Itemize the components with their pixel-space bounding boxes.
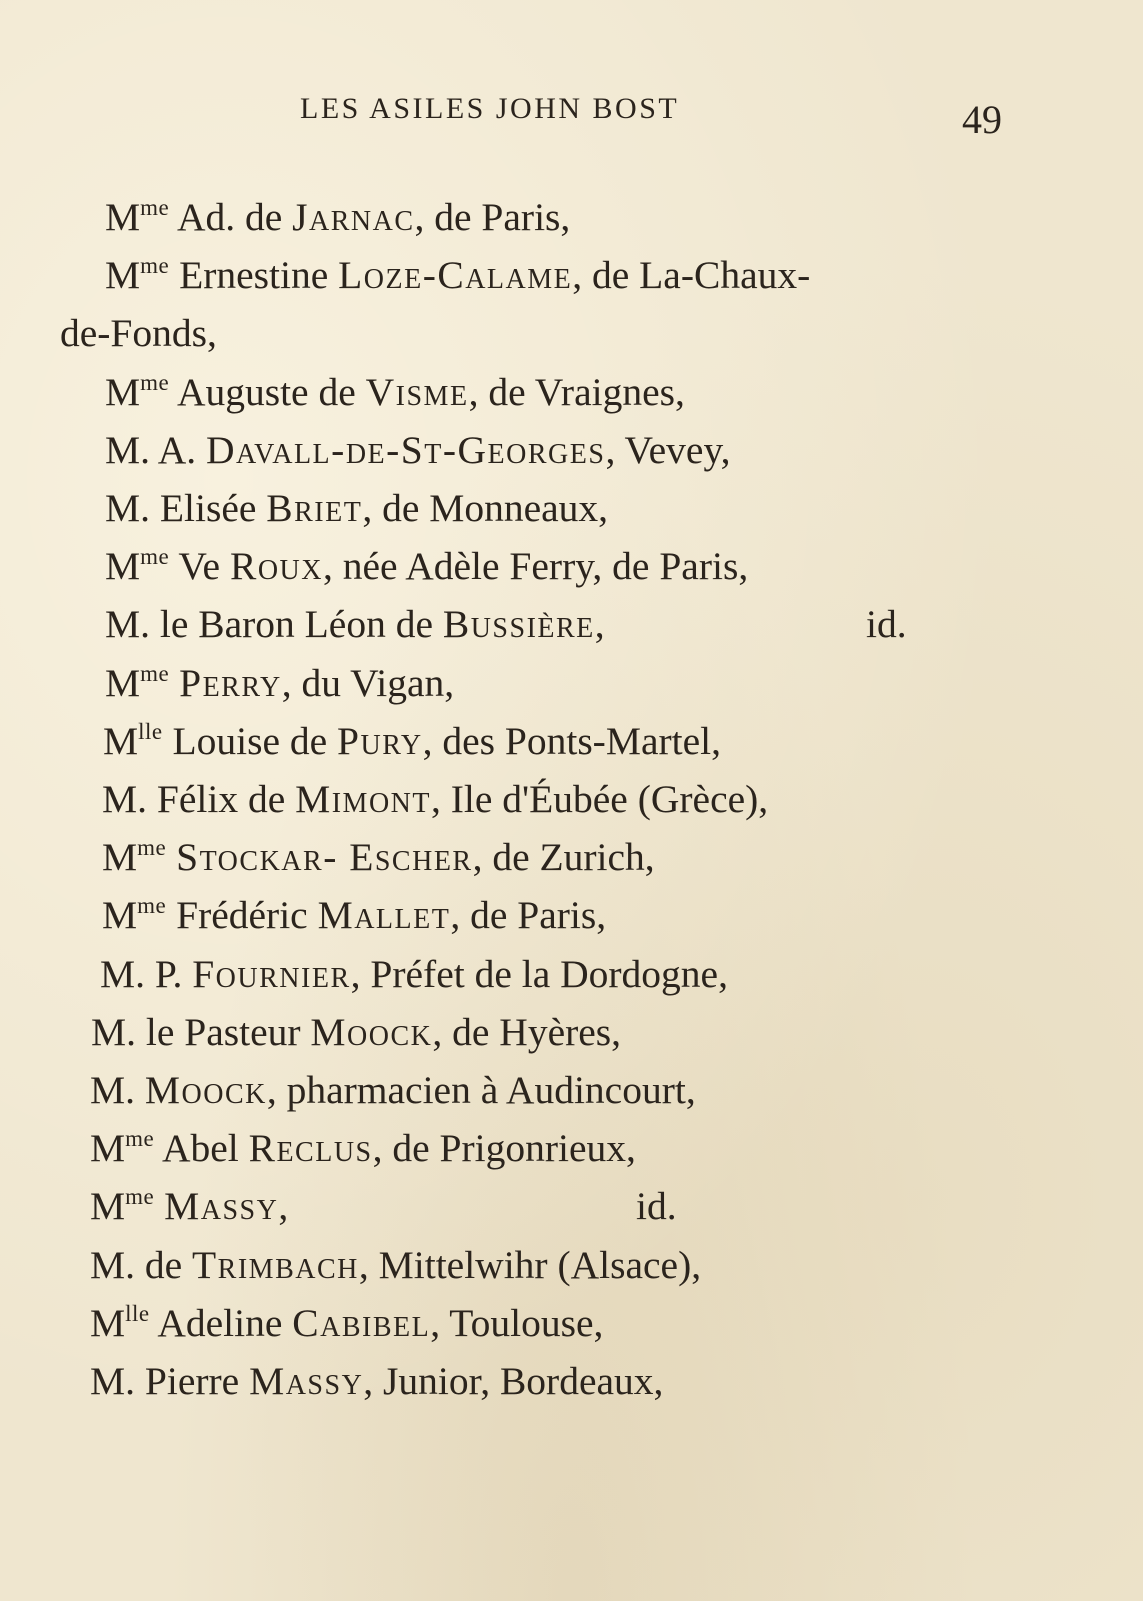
surname: Stockar- Escher (176, 835, 473, 880)
list-entry (58, 1061, 1018, 1119)
honorific: $M^{me}$ (102, 835, 167, 880)
idem-marker: id. (866, 602, 907, 647)
given-name: Auguste de (176, 369, 366, 414)
honorific: M. (105, 486, 150, 531)
entry-rest: , pharmacien à Audincourt, (266, 1068, 696, 1113)
given-name: Adeline (157, 1300, 293, 1345)
given-name: P. (154, 951, 193, 996)
surname: Bussière (442, 602, 595, 647)
list-entry (58, 188, 1018, 246)
entry-rest: , Vevey, (605, 427, 731, 472)
list-entry (58, 1119, 1018, 1177)
surname: Mimont (295, 777, 431, 822)
honorific: $M^{me}$ (105, 253, 170, 298)
list-entry (58, 1003, 1018, 1061)
list-entry (58, 1294, 1018, 1352)
entry-rest: , du Vigan, (281, 660, 455, 705)
given-name: le Baron Léon de (159, 602, 443, 647)
entry-rest: , de Prigonrieux, (372, 1126, 636, 1171)
given-name: le Pasteur (145, 1009, 311, 1054)
honorific: M. (100, 951, 145, 996)
honorific: M. (90, 1242, 135, 1287)
entry-rest: , de Monneaux, (362, 486, 609, 531)
given-name: Frédéric (176, 893, 318, 938)
entry-rest: , Toulouse, (430, 1300, 604, 1345)
surname: Fournier (192, 951, 351, 996)
list-entry (58, 479, 1018, 537)
entry-rest: , des Ponts-Martel, (422, 718, 722, 763)
page-number: 49 (962, 97, 1002, 142)
given-name: Ad. de (176, 195, 293, 239)
surname: Moock (310, 1009, 433, 1054)
list-entry (58, 246, 1018, 304)
honorific: $M^{me}$ (90, 1184, 155, 1229)
given-name: A. (157, 427, 206, 472)
honorific: M. (105, 602, 150, 647)
honorific: $M^{me}$ (90, 1126, 155, 1171)
surname: Pury (337, 718, 423, 763)
list-entry (58, 886, 1018, 944)
surname: Davall-de-St-Georges (205, 427, 606, 472)
entry-rest: , de Hyères, (432, 1009, 622, 1054)
list-entry-continuation (58, 304, 1018, 362)
entry-rest: , de La-Chaux- (572, 253, 811, 298)
given-name: Louise de (172, 718, 338, 763)
list-entry (58, 945, 1018, 1003)
entry-rest: , Préfet de la Dordogne, (350, 951, 728, 996)
given-name: Pierre (144, 1359, 250, 1404)
surname: Moock (144, 1068, 267, 1113)
surname: Briet (266, 486, 363, 531)
honorific: $M^{me}$ (102, 893, 167, 938)
surname: Perry (179, 660, 282, 705)
list-entry (58, 363, 1018, 421)
honorific: $M^{me}$ (105, 369, 170, 414)
surname: Massy (164, 1184, 279, 1229)
continuation-text: de-Fonds, (60, 311, 217, 356)
honorific: M. (90, 1068, 135, 1113)
honorific: $M^{me}$ (105, 195, 170, 239)
honorific: $M^{lle}$ (103, 718, 163, 763)
entry-rest: , Junior, Bordeaux, (363, 1359, 664, 1404)
honorific: $M^{lle}$ (90, 1300, 150, 1345)
given-name: Abel (161, 1126, 249, 1171)
given-name: de (144, 1242, 193, 1287)
entry-rest: , Ile d'Éubée (Grèce), (431, 777, 769, 822)
entry-rest: , de Vraignes, (468, 369, 685, 414)
entry-rest: , (594, 602, 605, 647)
given-name: Elisée (159, 486, 267, 531)
given-name: Ve (178, 544, 230, 589)
honorific: M. (91, 1009, 136, 1054)
subscriber-list (58, 188, 1018, 1410)
given-name: Félix de (156, 777, 296, 822)
list-entry (58, 537, 1018, 595)
surname: Roux (229, 544, 323, 589)
honorific: M. (90, 1359, 135, 1404)
running-head: LES ASILES JOHN BOST (300, 92, 680, 125)
surname: Massy (249, 1359, 364, 1404)
list-entry (58, 828, 1018, 886)
honorific: $M^{me}$ (105, 544, 170, 589)
surname: Loze-Calame (338, 253, 573, 298)
honorific: $M^{me}$ (105, 660, 170, 705)
entry-rest: , de Zurich, (472, 835, 655, 880)
list-entry (58, 654, 1018, 712)
list-entry (58, 595, 1018, 653)
entry-rest: , (278, 1184, 289, 1229)
entry-rest: , Mittelwihr (Alsace), (358, 1242, 702, 1287)
entry-rest: , de Paris, (450, 893, 607, 938)
given-name: Ernestine (179, 253, 339, 298)
surname: Jarnac (292, 195, 415, 239)
entry-rest: , de Paris, (414, 195, 571, 239)
honorific: M. (105, 427, 150, 472)
list-entry (58, 1177, 1018, 1235)
surname: Reclus (248, 1126, 373, 1171)
list-entry (58, 712, 1018, 770)
list-entry (58, 1236, 1018, 1294)
honorific: M. (102, 777, 147, 822)
surname: Mallet (317, 893, 451, 938)
surname: Cabibel (292, 1300, 431, 1345)
list-entry (58, 770, 1018, 828)
list-entry (58, 1352, 1018, 1410)
surname: Visme (365, 369, 469, 414)
idem-marker: id. (636, 1184, 677, 1229)
list-entry (58, 421, 1018, 479)
surname: Trimbach (192, 1242, 359, 1287)
entry-rest: , née Adèle Ferry, de Paris, (322, 544, 749, 589)
